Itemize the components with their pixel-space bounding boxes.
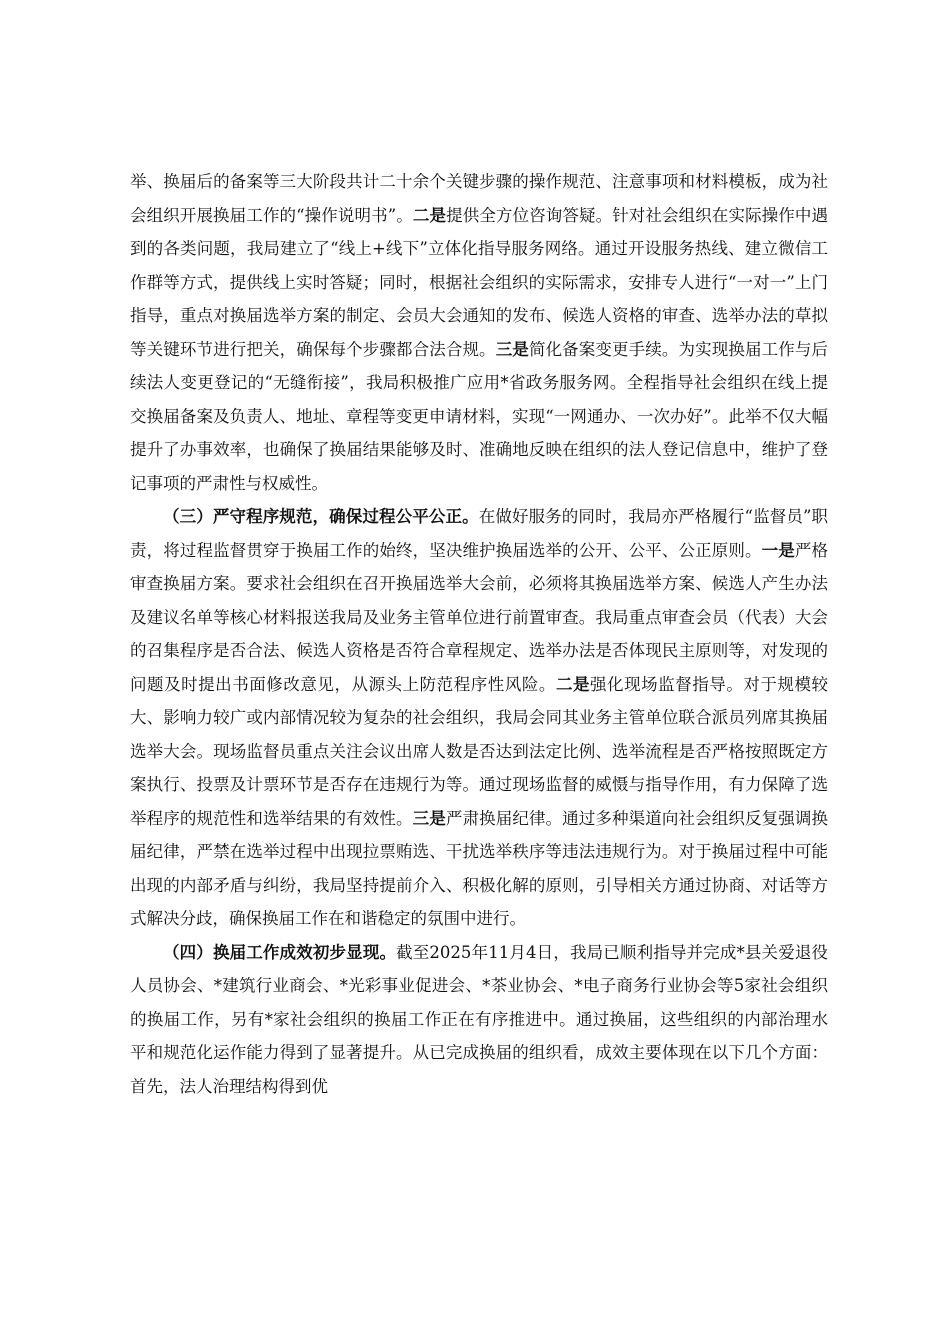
- bold-lead-text: 三是: [495, 339, 529, 359]
- bold-lead-text: 三是: [412, 808, 446, 828]
- document-body: [130, 165, 828, 1103]
- section-heading: （三）严守程序规范，确保过程公平公正。: [163, 507, 479, 526]
- text-segment: 严格审查换届方案。要求社会组织在召开换届选举大会前，必须将其换届选举方案、候选人产生办法及建议名单等核心材料报送我局及业务主管单位进行前置审查。我局重点审查会员（代表）大会的召集程序是否合法、候选人资格是否符合章程规定、选举办法是否体现民主原则等，对发现的问题及时提出书面修改意见，从源头上防范程序性风险。: [130, 540, 829, 694]
- bold-lead-text: 二是: [555, 674, 591, 694]
- text-segment: 提供全方位咨询答疑。针对社会组织在实际操作中遇到的各类问题，我局建立了“线上+线下”立体化指导服务网络。通过开设服务热线、建立微信工作群等方式，提供线上实时答疑；同时，根据社会组织的实际需求，安排专人进行“一对一”上门指导，重点对换届选举方案的制定、会员大会通知的发布、候选人资格的审查、选举办法的草拟等关键环节进行把关，确保每个步骤都合法合规。: [130, 205, 829, 359]
- text-segment: 严肃换届纪律。通过多种渠道向社会组织反复强调换届纪律，严禁在选举过程中出现拉票贿选、干扰选举秩序等违法违规行为。对于换届过程中可能出现的内部矛盾与纠纷，我局坚持提前介入、积极化解的原则，引导相关方通过协商、对话等方式解决分歧，确保换届工作在和谐稳定的氛围中进行。: [130, 808, 829, 928]
- paragraph-section-3: [130, 500, 828, 936]
- paragraph-services: [130, 165, 828, 500]
- bold-lead-text: 一是: [761, 540, 795, 560]
- text-segment: 强化现场监督指导。对于规模较大、影响力较广或内部情况较为复杂的社会组织，我局会同其业务主管单位联合派员列席其换届选举大会。现场监督员重点关注会议出席人数是否达到法定比例、选举流程是否严格按照既定方案执行、投票及计票环节是否存在违规行为等。通过现场监督的威慑与指导作用，有力保障了选举程序的规范性和选举结果的有效性。: [130, 674, 829, 828]
- paragraph-section-4: [130, 936, 828, 1104]
- section-heading: （四）换届工作成效初步显现。: [163, 942, 397, 962]
- text-segment: 简化备案变更手续。为实现换届工作与后续法人变更登记的“无缝衔接”，我局积极推广应用*省政务服务网。全程指导社会组织在线上提交换届备案及负责人、地址、章程等变更申请材料，实现“一网通办、一次办好”。此举不仅大幅提升了办事效率，也确保了换届结果能够及时、准确地反映在组织的法人登记信息中，维护了登记事项的严肃性与权威性。: [130, 339, 829, 493]
- text-segment: 截至2025年11月4日，我局已顺利指导并完成*县关爱退役人员协会、*建筑行业商会、*光彩事业促进会、*茶业协会、*电子商务行业协会等5家社会组织的换届工作，另有*家社会组织的换届工作正在有序推进中。通过换届，这些组织的内部治理水平和规范化运作能力得到了显著提升。从已完成换届的组织看，成效主要体现在以下几个方面：首先，法人治理结构得到优: [130, 942, 828, 1096]
- text-segment: 举、换届后的备案等三大阶段共计二十余个关键步骤的操作规范、注意事项和材料模板，成为社会组织开展换届工作的“操作说明书”。: [130, 172, 828, 225]
- bold-lead-text: 二是: [412, 205, 447, 225]
- text-segment: 在做好服务的同时，我局亦严格履行“监督员”职责，将过程监督贯穿于换届工作的始终，坚决维护换届选举的公开、公平、公正原则。: [130, 507, 829, 560]
